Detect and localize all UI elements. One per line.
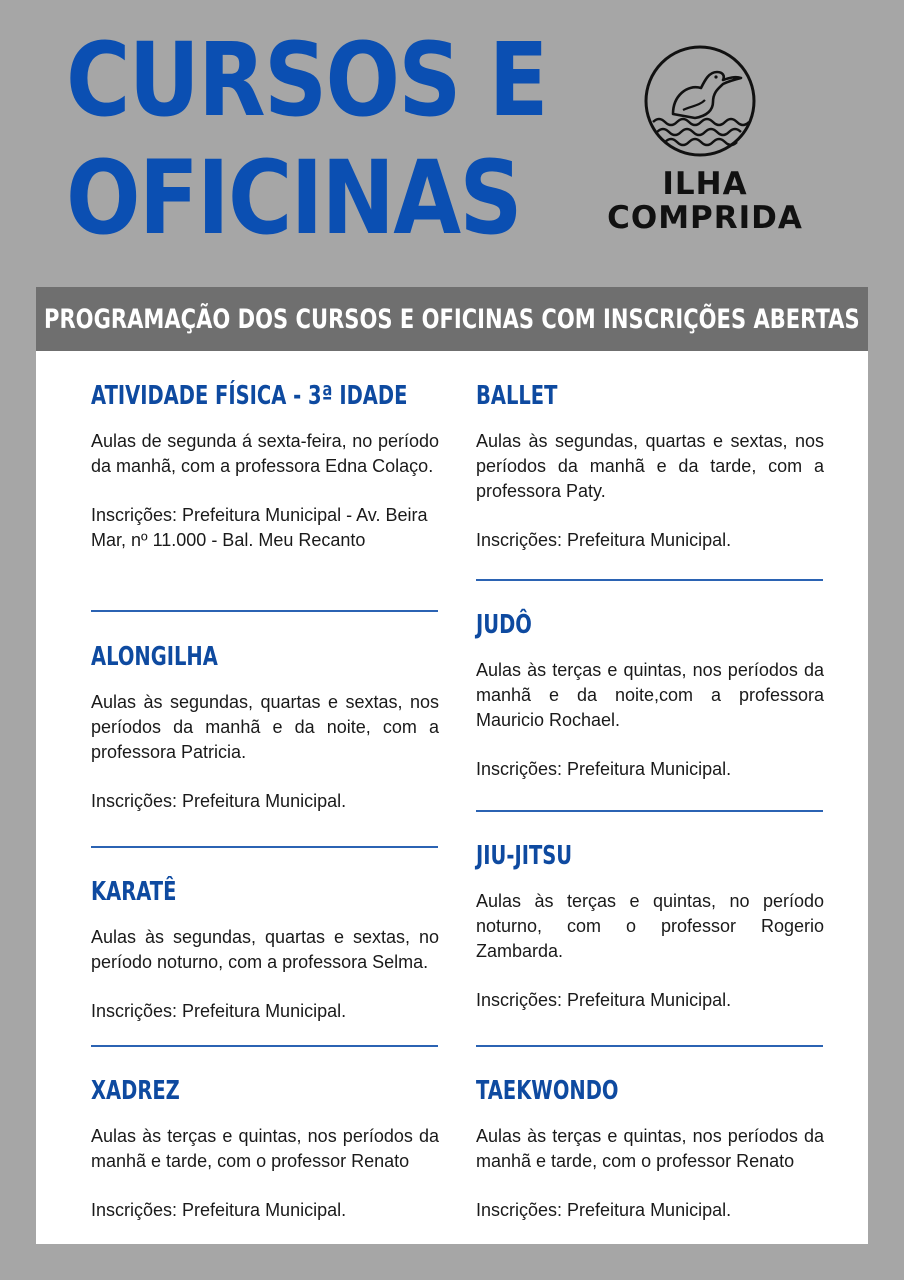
course-description: Aulas às segundas, quartas e sextas, nos períodos da manhã e da noite, com a professora Patricia. xyxy=(91,692,439,762)
course-description: Aulas de segunda á sexta-feira, no período da manhã, com a professora Edna Colaço. xyxy=(91,431,439,476)
ilha-comprida-logo xyxy=(590,44,820,244)
course-title: ATIVIDADE FÍSICA - 3ª IDADE xyxy=(91,381,408,411)
course-registration: Inscrições: Prefeitura Municipal. xyxy=(476,1200,732,1220)
course-registration: Inscrições: Prefeitura Municipal. xyxy=(91,1200,347,1220)
program-banner xyxy=(36,287,868,351)
course-title: BALLET xyxy=(476,381,558,411)
courses-panel xyxy=(36,351,868,1244)
title-line-1: CURSOS E xyxy=(66,21,547,140)
section-divider xyxy=(91,610,438,612)
section-divider xyxy=(476,1045,823,1047)
title-line-2: OFICINAS xyxy=(66,139,521,258)
banner-text: PROGRAMAÇÃO DOS CURSOS E OFICINAS COM INSCRIÇÕES ABERTAS xyxy=(44,303,860,335)
course-registration: Inscrições: Prefeitura Municipal. xyxy=(476,530,732,550)
logo-text-line-2: COMPRIDA xyxy=(607,200,803,236)
section-divider xyxy=(476,810,823,812)
logo-text-line-1: ILHA xyxy=(662,166,748,202)
course-card-judo xyxy=(476,610,824,782)
course-description: Aulas às segundas, quartas e sextas, no período noturno, com a professora Selma. xyxy=(91,927,439,972)
course-description: Aulas às segundas, quartas e sextas, nos períodos da manhã e da tarde, com a professora Paty. xyxy=(476,431,824,501)
course-description: Aulas às terças e quintas, nos períodos da manhã e tarde, com o professor Renato xyxy=(91,1126,439,1171)
page-title xyxy=(66,22,547,258)
course-title: TAEKWONDO xyxy=(476,1076,619,1106)
section-divider xyxy=(91,1045,438,1047)
course-title: KARATÊ xyxy=(91,877,177,907)
course-registration: Inscrições: Prefeitura Municipal. xyxy=(476,990,732,1010)
course-title: XADREZ xyxy=(91,1076,180,1106)
course-description: Aulas às terças e quintas, no período noturno, com o professor Rogerio Zambarda. xyxy=(476,891,824,961)
section-divider xyxy=(476,579,823,581)
course-card-atividade-fisica xyxy=(91,381,439,553)
course-description: Aulas às terças e quintas, nos períodos da manhã e tarde, com o professor Renato xyxy=(476,1126,824,1171)
course-card-xadrez xyxy=(91,1076,439,1223)
course-card-taekwondo xyxy=(476,1076,824,1223)
section-divider xyxy=(91,846,438,848)
course-registration: Inscrições: Prefeitura Municipal - Av. Beira Mar, nº 11.000 - Bal. Meu Recanto xyxy=(91,505,428,550)
course-title: JUDÔ xyxy=(476,610,532,640)
heron-waves-icon xyxy=(643,44,757,158)
course-registration: Inscrições: Prefeitura Municipal. xyxy=(91,791,347,811)
course-card-alongilha xyxy=(91,642,439,814)
course-card-jiu-jitsu xyxy=(476,841,824,1013)
course-card-ballet xyxy=(476,381,824,553)
course-description: Aulas às terças e quintas, nos períodos da manhã e da noite,com a professora Mauricio Rochael. xyxy=(476,660,824,730)
course-registration: Inscrições: Prefeitura Municipal. xyxy=(476,759,732,779)
course-card-karate xyxy=(91,877,439,1024)
course-title: JIU-JITSU xyxy=(476,841,573,871)
course-registration: Inscrições: Prefeitura Municipal. xyxy=(91,1001,347,1021)
course-title: ALONGILHA xyxy=(91,642,218,672)
